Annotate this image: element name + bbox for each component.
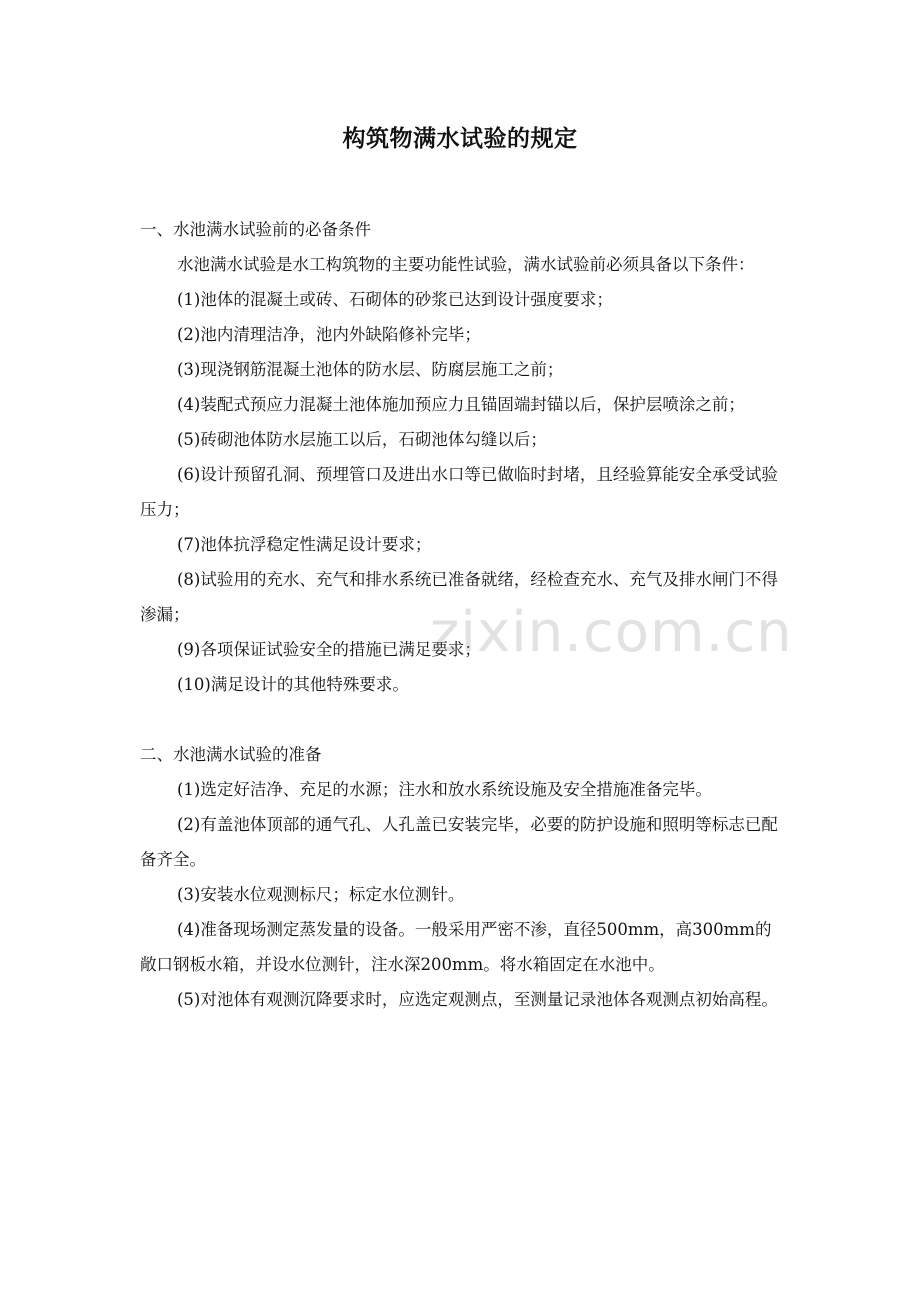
page-title: 构筑物满水试验的规定: [342, 125, 578, 152]
preparation-item-1: (1)选定好洁净、充足的水源；注水和放水系统设施及安全措施准备完毕。: [177, 780, 712, 799]
section-spacer: [140, 702, 780, 737]
preparation-item-5: (5)对池体有观测沉降要求时，应选定观测点，至测量记录池体各观测点初始高程。: [177, 990, 778, 1009]
preparation-item-4: (4)准备现场测定蒸发量的设备。一般采用严密不渗，直径500mm，高300mm的敞口钢板水箱，并设水位测针，注水深200mm。将水箱固定在水池中。: [140, 920, 772, 974]
section-intro-paragraph: 水池满水试验是水工构筑物的主要功能性试验，满水试验前必须具备以下条件：: [177, 255, 755, 274]
section-heading-preparation: 二、水池满水试验的准备: [140, 745, 322, 764]
condition-item-6: (6)设计预留孔洞、预埋管口及进出水口等已做临时封堵，且经验算能安全承受试验压力；: [140, 465, 778, 519]
condition-item-10: (10)满足设计的其他特殊要求。: [177, 675, 409, 694]
condition-item-4: (4)装配式预应力混凝土池体施加预应力且锚固端封锚以后，保护层喷涂之前；: [177, 395, 745, 414]
preparation-item-2: (2)有盖池体顶部的通气孔、人孔盖已安装完毕，必要的防护设施和照明等标志已配备齐全。: [140, 815, 778, 869]
condition-item-8: (8)试验用的充水、充气和排水系统已准备就绪，经检查充水、充气及排水闸门不得渗漏；: [140, 570, 778, 624]
condition-item-9: (9)各项保证试验安全的措施已满足要求；: [177, 640, 481, 659]
condition-item-3: (3)现浇钢筋混凝土池体的防水层、防腐层施工之前；: [177, 360, 564, 379]
watermark: zixin.com.cn: [430, 600, 793, 665]
preparation-item-3: (3)安装水位观测标尺；标定水位测针。: [177, 885, 465, 904]
document-body: [140, 212, 780, 1017]
condition-item-1: (1)池体的混凝土或砖、石砌体的砂浆已达到设计强度要求；: [177, 290, 613, 309]
condition-item-2: (2)池内清理洁净，池内外缺陷修补完毕；: [177, 325, 481, 344]
condition-item-5: (5)砖砌池体防水层施工以后，石砌池体勾缝以后；: [177, 430, 547, 449]
condition-item-7: (7)池体抗浮稳定性满足设计要求；: [177, 535, 432, 554]
section-heading-conditions: 一、水池满水试验前的必备条件: [140, 220, 371, 239]
